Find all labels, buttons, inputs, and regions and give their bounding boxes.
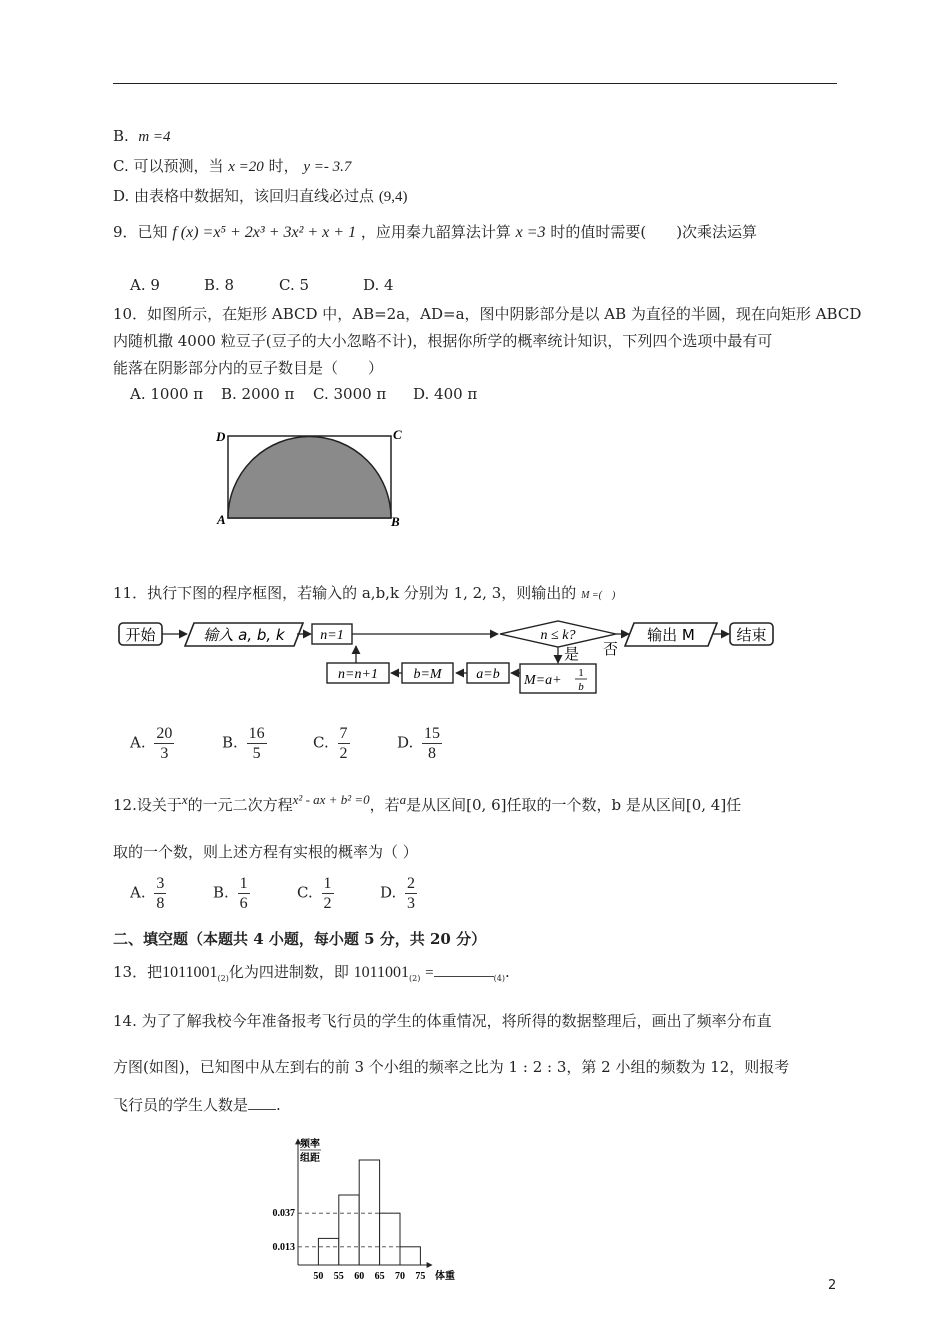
q12-a: a [399, 792, 407, 807]
q9-option-c: C. 5 [279, 276, 310, 294]
fraction-numerator: 7 [339, 725, 348, 742]
q9-prefix: 9．已知 [113, 223, 168, 241]
q11-option-d-fraction [422, 724, 442, 763]
q9-suffix: 时的值时需要( )次乘法运算 [550, 223, 758, 241]
q11-option-b [222, 724, 271, 763]
q13-end: . [504, 963, 510, 981]
q14-line1: 14. 为了了解我校今年准备报考飞行员的学生的体重情况，将所得的数据整理后，画出了频率分布直 [113, 1012, 772, 1030]
q11-option-c [313, 724, 354, 763]
q11-option-b-label: B. [222, 733, 238, 752]
x-tick-label: 50 [313, 1271, 324, 1282]
q12-option-d [380, 874, 421, 913]
histogram-bar-2 [339, 1195, 359, 1265]
question-13 [113, 959, 510, 992]
fraction-denominator: 8 [156, 895, 165, 912]
fraction-numerator: 20 [156, 725, 173, 742]
flow-end-text: 结束 [736, 626, 767, 644]
q12-p3: ，若 [369, 796, 400, 814]
shaded-semicircle [228, 437, 391, 518]
header-rule [113, 83, 837, 84]
flow-assign-m-num: 1 [578, 667, 584, 679]
question-9 [113, 222, 757, 243]
fraction-denominator: 6 [239, 895, 248, 912]
q12-option-a [130, 874, 170, 913]
q12-equation: x² - ax + b² =0 [292, 792, 370, 807]
q10-option-a: A. 1000 π [130, 385, 204, 403]
q12-option-b-label: B. [213, 883, 229, 902]
option-d-text: D. 由表格中数据知，该回归直线必过点 [113, 187, 375, 205]
flow-no-label: 否 [603, 640, 619, 658]
histogram-bar-3 [359, 1160, 379, 1265]
semicircle-figure [205, 420, 415, 532]
q14-line3a: 飞行员的学生人数是 [113, 1096, 249, 1114]
flow-output-text: 输出 M [647, 626, 695, 644]
q12-option-a-label: A. [130, 883, 146, 902]
q12-option-a-fraction [154, 874, 166, 913]
q11-tail: M =( ) [581, 590, 616, 601]
q12-p2: 的一元二次方程 [187, 796, 293, 814]
q10-option-c: C. 3000 π [313, 385, 387, 403]
q14-answer-blank[interactable] [248, 1095, 276, 1110]
q10-line3: 能落在阴影部分内的豆子数目是（ ） [113, 359, 384, 377]
label-b: B [391, 514, 400, 529]
flow-assign-m-den: b [578, 681, 584, 693]
fraction-numerator: 15 [424, 725, 441, 742]
flow-start-text: 开始 [125, 626, 156, 644]
histogram-bar-4 [380, 1213, 400, 1265]
q10-line1: 10．如图所示，在矩形 ABCD 中，AB=2a，AD=a，图中阴影部分是以 AB 为直径的半圆，现在向矩形 ABCD [113, 305, 862, 323]
flow-assign-n-text: n=n+1 [338, 667, 378, 682]
label-a: A [217, 512, 226, 527]
q12-option-c [297, 874, 338, 913]
q14-line3 [113, 1095, 281, 1115]
label-d: D [216, 429, 226, 444]
label-c: C [393, 427, 402, 442]
histogram-bar-5 [400, 1247, 420, 1265]
q13-equals: = [425, 965, 434, 981]
x-tick-label: 70 [395, 1271, 405, 1282]
q11-option-a-fraction [154, 724, 174, 763]
q10-option-d: D. 400 π [413, 385, 478, 403]
q12-p4: 是从区间[0, 6]任取的一个数，b 是从区间[0, 4]任 [406, 796, 742, 814]
page-number: 2 [828, 1278, 837, 1293]
histogram-bar-1 [318, 1238, 338, 1265]
fraction-denominator: 8 [428, 745, 437, 762]
option-d-expr: (9,4) [378, 189, 408, 205]
q9-function: f (x) =x⁵ + 2x³ + 3x² + x + 1 [172, 224, 357, 241]
fraction-numerator: 1 [239, 875, 248, 892]
option-b-expr: m =4 [138, 129, 171, 145]
q9-option-a: A. 9 [130, 276, 160, 294]
q11-option-d-label: D. [397, 733, 414, 752]
option-c-expr1: x =20 [228, 159, 264, 175]
q12-option-d-label: D. [380, 883, 397, 902]
option-d-prev [113, 186, 408, 207]
fraction-numerator: 3 [156, 875, 165, 892]
q9-mid: ，应用秦九韶算法计算 [360, 223, 511, 241]
y-label-top: 频率 [300, 1139, 320, 1150]
flow-input-text: 输入 a, b, k [203, 626, 285, 644]
q12-line2: 取的一个数，则上述方程有实根的概率为（ ） [113, 843, 418, 861]
q12-option-d-fraction [405, 874, 417, 913]
q13-p2: 化为四进制数，即 [228, 963, 349, 981]
fraction-denominator: 3 [407, 895, 416, 912]
q14-line2: 方图(如图)，已知图中从左到右的前 3 个小组的频率之比为 1 : 2 : 3，第 2 小组的频数为 12，则报考 [113, 1058, 790, 1076]
option-b-prev [113, 126, 171, 147]
q11-text: 11．执行下图的程序框图，若输入的 a,b,k 分别为 1, 2, 3，则输出的 [113, 584, 577, 602]
q11-option-c-label: C. [313, 733, 329, 752]
q13-num1: 1011001 [162, 964, 218, 981]
question-12-line1 [113, 790, 741, 815]
q11-option-b-fraction [247, 724, 267, 763]
fraction-numerator: 1 [323, 875, 332, 892]
flow-init-text: n=1 [320, 628, 344, 643]
x-tick-label: 65 [374, 1271, 385, 1282]
frequency-histogram [260, 1133, 470, 1283]
q9-option-b: B. 8 [204, 276, 235, 294]
fraction-denominator: 3 [160, 745, 169, 762]
q13-sub1: (2) [217, 974, 229, 983]
q10-option-b: B. 2000 π [221, 385, 295, 403]
flowchart [115, 615, 780, 697]
y-tick-label: 0.013 [272, 1241, 295, 1253]
fraction-numerator: 2 [407, 875, 416, 892]
fraction-denominator: 2 [323, 895, 332, 912]
option-b-label: B. [113, 127, 129, 145]
q12-p1: 12.设关于 [113, 796, 182, 814]
q11-option-a-label: A. [130, 733, 146, 752]
q13-num2: 1011001 [353, 964, 410, 981]
flow-yes-label: 是 [564, 645, 580, 663]
q13-sub2: (2) [409, 974, 421, 983]
x-tick-label: 75 [415, 1271, 426, 1282]
q13-sub3: (4) [493, 974, 505, 983]
section-title-fill-in: 二、填空题（本题共 4 小题，每小题 5 分，共 20 分） [113, 930, 487, 948]
flow-assign-a-text: a=b [476, 667, 500, 682]
q13-p1: 13．把 [113, 963, 163, 981]
x-label: 体重 [435, 1271, 455, 1282]
q12-option-c-fraction [322, 874, 334, 913]
q12-option-b [213, 874, 254, 913]
flow-assign-m-text: M=a+ [524, 673, 562, 688]
y-tick-label: 0.037 [272, 1208, 295, 1220]
fraction-denominator: 5 [252, 745, 261, 762]
q11-option-d [397, 724, 446, 763]
fraction-numerator: 16 [248, 725, 265, 742]
q12-option-c-label: C. [297, 883, 313, 902]
option-c-mid: 时， [268, 157, 299, 175]
option-c-text: C. 可以预测，当 [113, 157, 224, 175]
flow-assign-b-text: b=M [413, 667, 442, 682]
q11-option-a [130, 724, 178, 763]
fraction-denominator: 2 [339, 745, 348, 762]
q10-line2: 内随机撒 4000 粒豆子(豆子的大小忽略不计)，根据你所学的概率统计知识，下列四个选项中最有可 [113, 332, 773, 350]
x-tick-label: 60 [354, 1271, 365, 1282]
y-label-bottom: 组距 [300, 1153, 320, 1164]
flow-condition-text: n ≤ k? [540, 628, 576, 643]
option-c-expr2: y =- 3.7 [303, 159, 352, 175]
option-c-prev [113, 156, 351, 177]
q12-option-b-fraction [238, 874, 250, 913]
q9-option-d: D. 4 [363, 276, 394, 294]
q14-line3b: . [276, 1096, 281, 1114]
x-tick-label: 55 [333, 1271, 344, 1282]
q12-x: x [181, 792, 188, 807]
q9-xval: x =3 [515, 224, 546, 241]
q11-option-c-fraction [338, 724, 350, 763]
question-11 [113, 583, 615, 606]
q13-answer-blank[interactable] [434, 962, 494, 977]
